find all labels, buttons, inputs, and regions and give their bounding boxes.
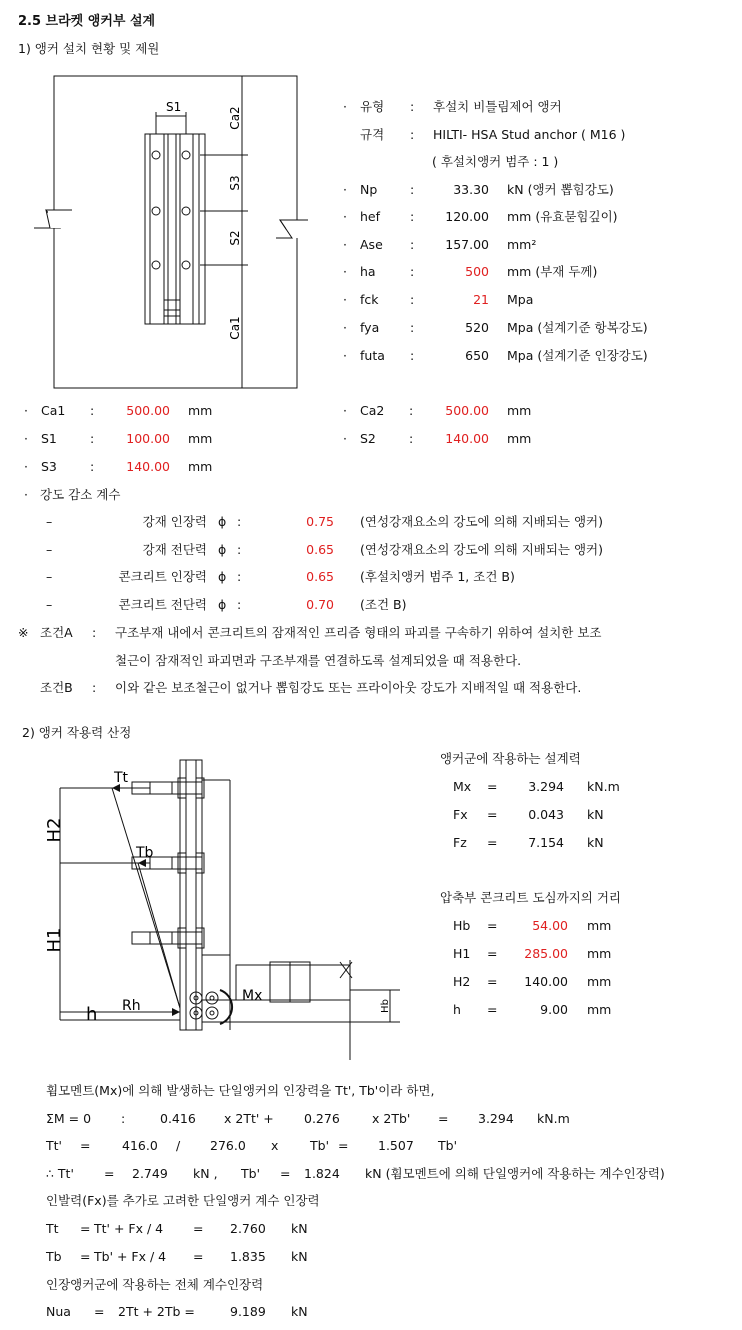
prop-value: 157.00 <box>445 237 489 252</box>
prop-unit: mm (부재 두께) <box>507 264 598 279</box>
eq-term: ΣM = 0 <box>46 1111 92 1126</box>
dist-label: H1 <box>453 946 471 961</box>
dist-value: 9.00 <box>540 1002 568 1017</box>
prop-colon: : <box>410 237 415 252</box>
eq-term: = <box>80 1249 91 1264</box>
dim-bullet: · <box>343 403 347 418</box>
dim-colon: : <box>90 403 95 418</box>
prop-colon: : <box>410 209 415 224</box>
dim-bullet: · <box>343 431 347 446</box>
force-label: Fz <box>453 835 467 850</box>
subsection-2-title: 2) 앵커 작용력 산정 <box>22 725 132 740</box>
factor-note: (연성강재요소의 강도에 의해 지배되는 앵커) <box>360 541 603 557</box>
prop-value: 후설치 비틀림제어 앵커 <box>433 99 562 114</box>
eq-term: Tb' <box>241 1166 261 1181</box>
factor-colon: : <box>237 569 242 584</box>
dim-colon: : <box>409 431 414 446</box>
eq-term: : <box>121 1111 126 1126</box>
prop-colon: : <box>410 99 415 114</box>
factor-dash: – <box>46 569 53 584</box>
force-unit: kN.m <box>587 779 620 794</box>
eq-term: x 2Tb' <box>372 1111 411 1126</box>
factor-title: 강도 감소 계수 <box>40 487 121 502</box>
eq-term: kN.m <box>537 1111 570 1126</box>
eq-term: x 2Tt' + <box>224 1111 274 1126</box>
eq-term: = <box>193 1221 204 1236</box>
dim-value: 100.00 <box>126 431 170 446</box>
prop-label: fck <box>360 292 379 307</box>
eq-term: / <box>176 1138 181 1153</box>
label-h: h <box>86 1004 98 1025</box>
dist-eq: = <box>487 974 498 989</box>
prop-bullet: · <box>343 320 347 335</box>
label-tt: Tt <box>114 770 129 786</box>
eq-term: = <box>193 1249 204 1264</box>
dist-unit: mm <box>587 946 612 961</box>
eq-term: 1.507 <box>378 1138 414 1153</box>
prop-label: hef <box>360 209 381 224</box>
factor-phi: ϕ <box>218 541 227 557</box>
eq-term: Tb <box>46 1249 62 1264</box>
dim-label-s3: S3 <box>228 175 242 191</box>
eq-term: 2Tt + 2Tb = <box>118 1304 195 1319</box>
dim-label: Ca2 <box>360 403 385 418</box>
dim-unit: mm <box>188 431 213 446</box>
factor-dash: – <box>46 596 53 612</box>
dim-label: S2 <box>360 431 376 446</box>
eq-term: Tb' + Fx / 4 <box>94 1249 167 1264</box>
label-mx: Mx <box>242 988 263 1004</box>
factor-colon: : <box>237 541 242 557</box>
prop-label: 유형 <box>360 99 385 114</box>
condA-colon: : <box>92 625 97 640</box>
prop-bullet: · <box>343 209 347 224</box>
eq-term: ∴ Tt' <box>46 1166 74 1181</box>
dim-unit: mm <box>507 431 532 446</box>
factor-dash: – <box>46 514 53 529</box>
eq-term: 276.0 <box>210 1138 246 1153</box>
subsection-1-title: 1) 앵커 설치 현황 및 제원 <box>18 41 160 56</box>
dim-label-s2: S2 <box>228 230 242 246</box>
force-eq: = <box>487 835 498 850</box>
eq-term: Tt <box>46 1221 59 1236</box>
eq-term: kN <box>291 1249 308 1264</box>
dist-eq: = <box>487 946 498 961</box>
eq-term: 3.294 <box>478 1111 514 1126</box>
prop-value: ( 후설치앵커 범주 : 1 ) <box>432 154 559 169</box>
eq-term: Tt' <box>46 1138 62 1153</box>
label-h2: H2 <box>44 817 65 843</box>
eq-term: 0.276 <box>304 1111 340 1126</box>
force-label: Mx <box>453 779 472 794</box>
prop-bullet: · <box>343 264 347 279</box>
condA-line1: 구조부재 내에서 콘크리트의 잠재적인 프리즘 형태의 파괴를 구속하기 위하여 설치한 보조 <box>115 625 602 640</box>
force-unit: kN <box>587 835 604 850</box>
prop-colon: : <box>410 320 415 335</box>
prop-unit: Mpa (설계기준 인장강도) <box>507 348 648 363</box>
factor-phi: ϕ <box>218 569 227 584</box>
prop-bullet: · <box>343 182 347 197</box>
forces-title: 앵커군에 작용하는 설계력 <box>440 751 581 766</box>
eq-term: = <box>104 1166 115 1181</box>
dist-unit: mm <box>587 1002 612 1017</box>
prop-label: Np <box>360 182 378 197</box>
eq-term: 416.0 <box>122 1138 158 1153</box>
eq-term: = <box>338 1138 349 1153</box>
dist-label: Hb <box>453 918 471 933</box>
force-eq: = <box>487 807 498 822</box>
prop-colon: : <box>410 127 415 142</box>
factor-phi: ϕ <box>218 514 227 529</box>
label-tb: Tb <box>136 845 154 861</box>
factor-name: 강재 인장력 <box>142 514 207 529</box>
factor-note: (연성강재요소의 강도에 의해 지배되는 앵커) <box>360 514 603 529</box>
prop-bullet: · <box>343 237 347 252</box>
condA-line2: 철근이 잠재적인 파괴면과 구조부재를 연결하도록 설계되었을 때 적용한다. <box>115 653 522 668</box>
anchor-bolt-bottom <box>132 932 202 944</box>
eq-term: 0.416 <box>160 1111 196 1126</box>
prop-value: 33.30 <box>453 182 489 197</box>
dim-label: Ca1 <box>41 403 66 418</box>
dim-label-ca2: Ca2 <box>228 106 242 130</box>
condB-label: 조건B <box>40 680 73 695</box>
force-eq: = <box>487 779 498 794</box>
factor-bullet: · <box>24 487 28 502</box>
factor-dash: – <box>46 541 53 557</box>
prop-colon: : <box>410 292 415 307</box>
eq-term: 2.749 <box>132 1166 168 1181</box>
label-hb: Hb <box>380 999 391 1013</box>
force-value: 7.154 <box>528 835 564 850</box>
factor-phi: ϕ <box>218 596 227 612</box>
prop-label: 규격 <box>360 127 385 142</box>
eq-term: = <box>280 1166 291 1181</box>
dim-colon: : <box>90 459 95 474</box>
factor-colon: : <box>237 596 242 612</box>
dim-unit: mm <box>188 459 213 474</box>
total-title: 인장앵커군에 작용하는 전체 계수인장력 <box>46 1277 264 1292</box>
force-label: Fx <box>453 807 468 822</box>
condB-line: 이와 같은 보조철근이 없거나 뽑힘강도 또는 프라이아웃 강도가 지배적일 때 적용한다. <box>115 680 582 695</box>
eq-term: x <box>271 1138 279 1153</box>
note-mark: ※ <box>18 625 29 640</box>
dist-value: 140.00 <box>524 974 568 989</box>
pull-title: 인발력(Fx)를 추가로 고려한 단일앵커 계수 인장력 <box>46 1193 320 1208</box>
force-value: 3.294 <box>528 779 564 794</box>
section-heading: 2.5 브라켓 앵커부 설계 <box>18 14 156 29</box>
dist-label: H2 <box>453 974 471 989</box>
prop-bullet: · <box>343 348 347 363</box>
dim-label-s1: S1 <box>166 100 182 114</box>
label-rh: Rh <box>122 998 141 1014</box>
bracket-column <box>180 760 202 1030</box>
prop-unit: Mpa <box>507 292 534 307</box>
prop-label: fya <box>360 320 380 335</box>
dist-label: h <box>453 1002 461 1017</box>
prop-unit: mm (유효묻힘깊이) <box>507 209 618 224</box>
eq-term: Tb' <box>438 1138 458 1153</box>
dist-unit: mm <box>587 974 612 989</box>
eq-term: kN <box>291 1221 308 1236</box>
prop-colon: : <box>410 264 415 279</box>
eq-term: Nua <box>46 1304 71 1319</box>
dim-bullet: · <box>24 459 28 474</box>
eq-term: kN (휨모멘트에 의해 단일앵커에 작용하는 계수인장력) <box>365 1166 665 1181</box>
factor-name: 콘크리트 전단력 <box>118 596 207 612</box>
dist-value: 54.00 <box>532 918 568 933</box>
force-unit: kN <box>587 807 604 822</box>
dim-label: S1 <box>41 431 57 446</box>
prop-bullet: · <box>343 292 347 307</box>
factor-name: 강재 전단력 <box>142 541 207 557</box>
eq-term: = <box>438 1111 449 1126</box>
prop-value: HILTI- HSA Stud anchor ( M16 ) <box>433 127 626 142</box>
dist-title: 압축부 콘크리트 도심까지의 거리 <box>440 890 621 905</box>
dim-unit: mm <box>188 403 213 418</box>
factor-value: 0.65 <box>306 541 334 557</box>
eq-term: 2.760 <box>230 1221 266 1236</box>
prop-unit: Mpa (설계기준 항복강도) <box>507 320 648 335</box>
dist-unit: mm <box>587 918 612 933</box>
dim-bullet: · <box>24 403 28 418</box>
factor-note: (조건 B) <box>360 596 407 612</box>
dim-colon: : <box>90 431 95 446</box>
dist-value: 285.00 <box>524 946 568 961</box>
prop-value: 21 <box>473 292 489 307</box>
dist-eq: = <box>487 918 498 933</box>
prop-label: futa <box>360 348 385 363</box>
dim-value: 140.00 <box>126 459 170 474</box>
eq-term: = <box>80 1138 91 1153</box>
dim-value: 500.00 <box>445 403 489 418</box>
dim-bullet: · <box>24 431 28 446</box>
eq-term: kN , <box>193 1166 218 1181</box>
prop-label: Ase <box>360 237 383 252</box>
prop-bullet: · <box>343 99 347 114</box>
eq-term: 1.835 <box>230 1249 266 1264</box>
dim-value: 140.00 <box>445 431 489 446</box>
eq-term: kN <box>291 1304 308 1319</box>
eq-term: = <box>94 1304 105 1319</box>
eq-term: 9.189 <box>230 1304 266 1319</box>
eq-term: Tt' + Fx / 4 <box>94 1221 164 1236</box>
dim-label-ca1: Ca1 <box>228 316 242 340</box>
prop-value: 120.00 <box>445 209 489 224</box>
prop-value: 650 <box>465 348 489 363</box>
condA-label: 조건A <box>40 625 73 640</box>
eq-term: = <box>80 1221 91 1236</box>
dim-value: 500.00 <box>126 403 170 418</box>
prop-value: 500 <box>465 264 489 279</box>
dim-colon: : <box>409 403 414 418</box>
eq-term: Tb' <box>310 1138 330 1153</box>
prop-colon: : <box>410 348 415 363</box>
factor-value: 0.65 <box>306 569 334 584</box>
prop-label: ha <box>360 264 376 279</box>
prop-unit: mm² <box>507 237 537 252</box>
factor-colon: : <box>237 514 242 529</box>
dim-label: S3 <box>41 459 57 474</box>
label-h1: H1 <box>44 927 65 953</box>
factor-value: 0.75 <box>306 514 334 529</box>
condB-colon: : <box>92 680 97 695</box>
prop-colon: : <box>410 182 415 197</box>
factor-value: 0.70 <box>306 596 334 612</box>
factor-name: 콘크리트 인장력 <box>118 569 207 584</box>
calc-intro: 휨모멘트(Mx)에 의해 발생하는 단일앵커의 인장력을 Tt', Tb'이라 하면, <box>46 1083 435 1098</box>
eq-term: 1.824 <box>304 1166 340 1181</box>
dim-unit: mm <box>507 403 532 418</box>
prop-value: 520 <box>465 320 489 335</box>
prop-unit: kN (앵커 뽑힘강도) <box>507 182 614 197</box>
factor-note: (후설치앵커 범주 1, 조건 B) <box>360 569 515 584</box>
dist-eq: = <box>487 1002 498 1017</box>
force-value: 0.043 <box>528 807 564 822</box>
